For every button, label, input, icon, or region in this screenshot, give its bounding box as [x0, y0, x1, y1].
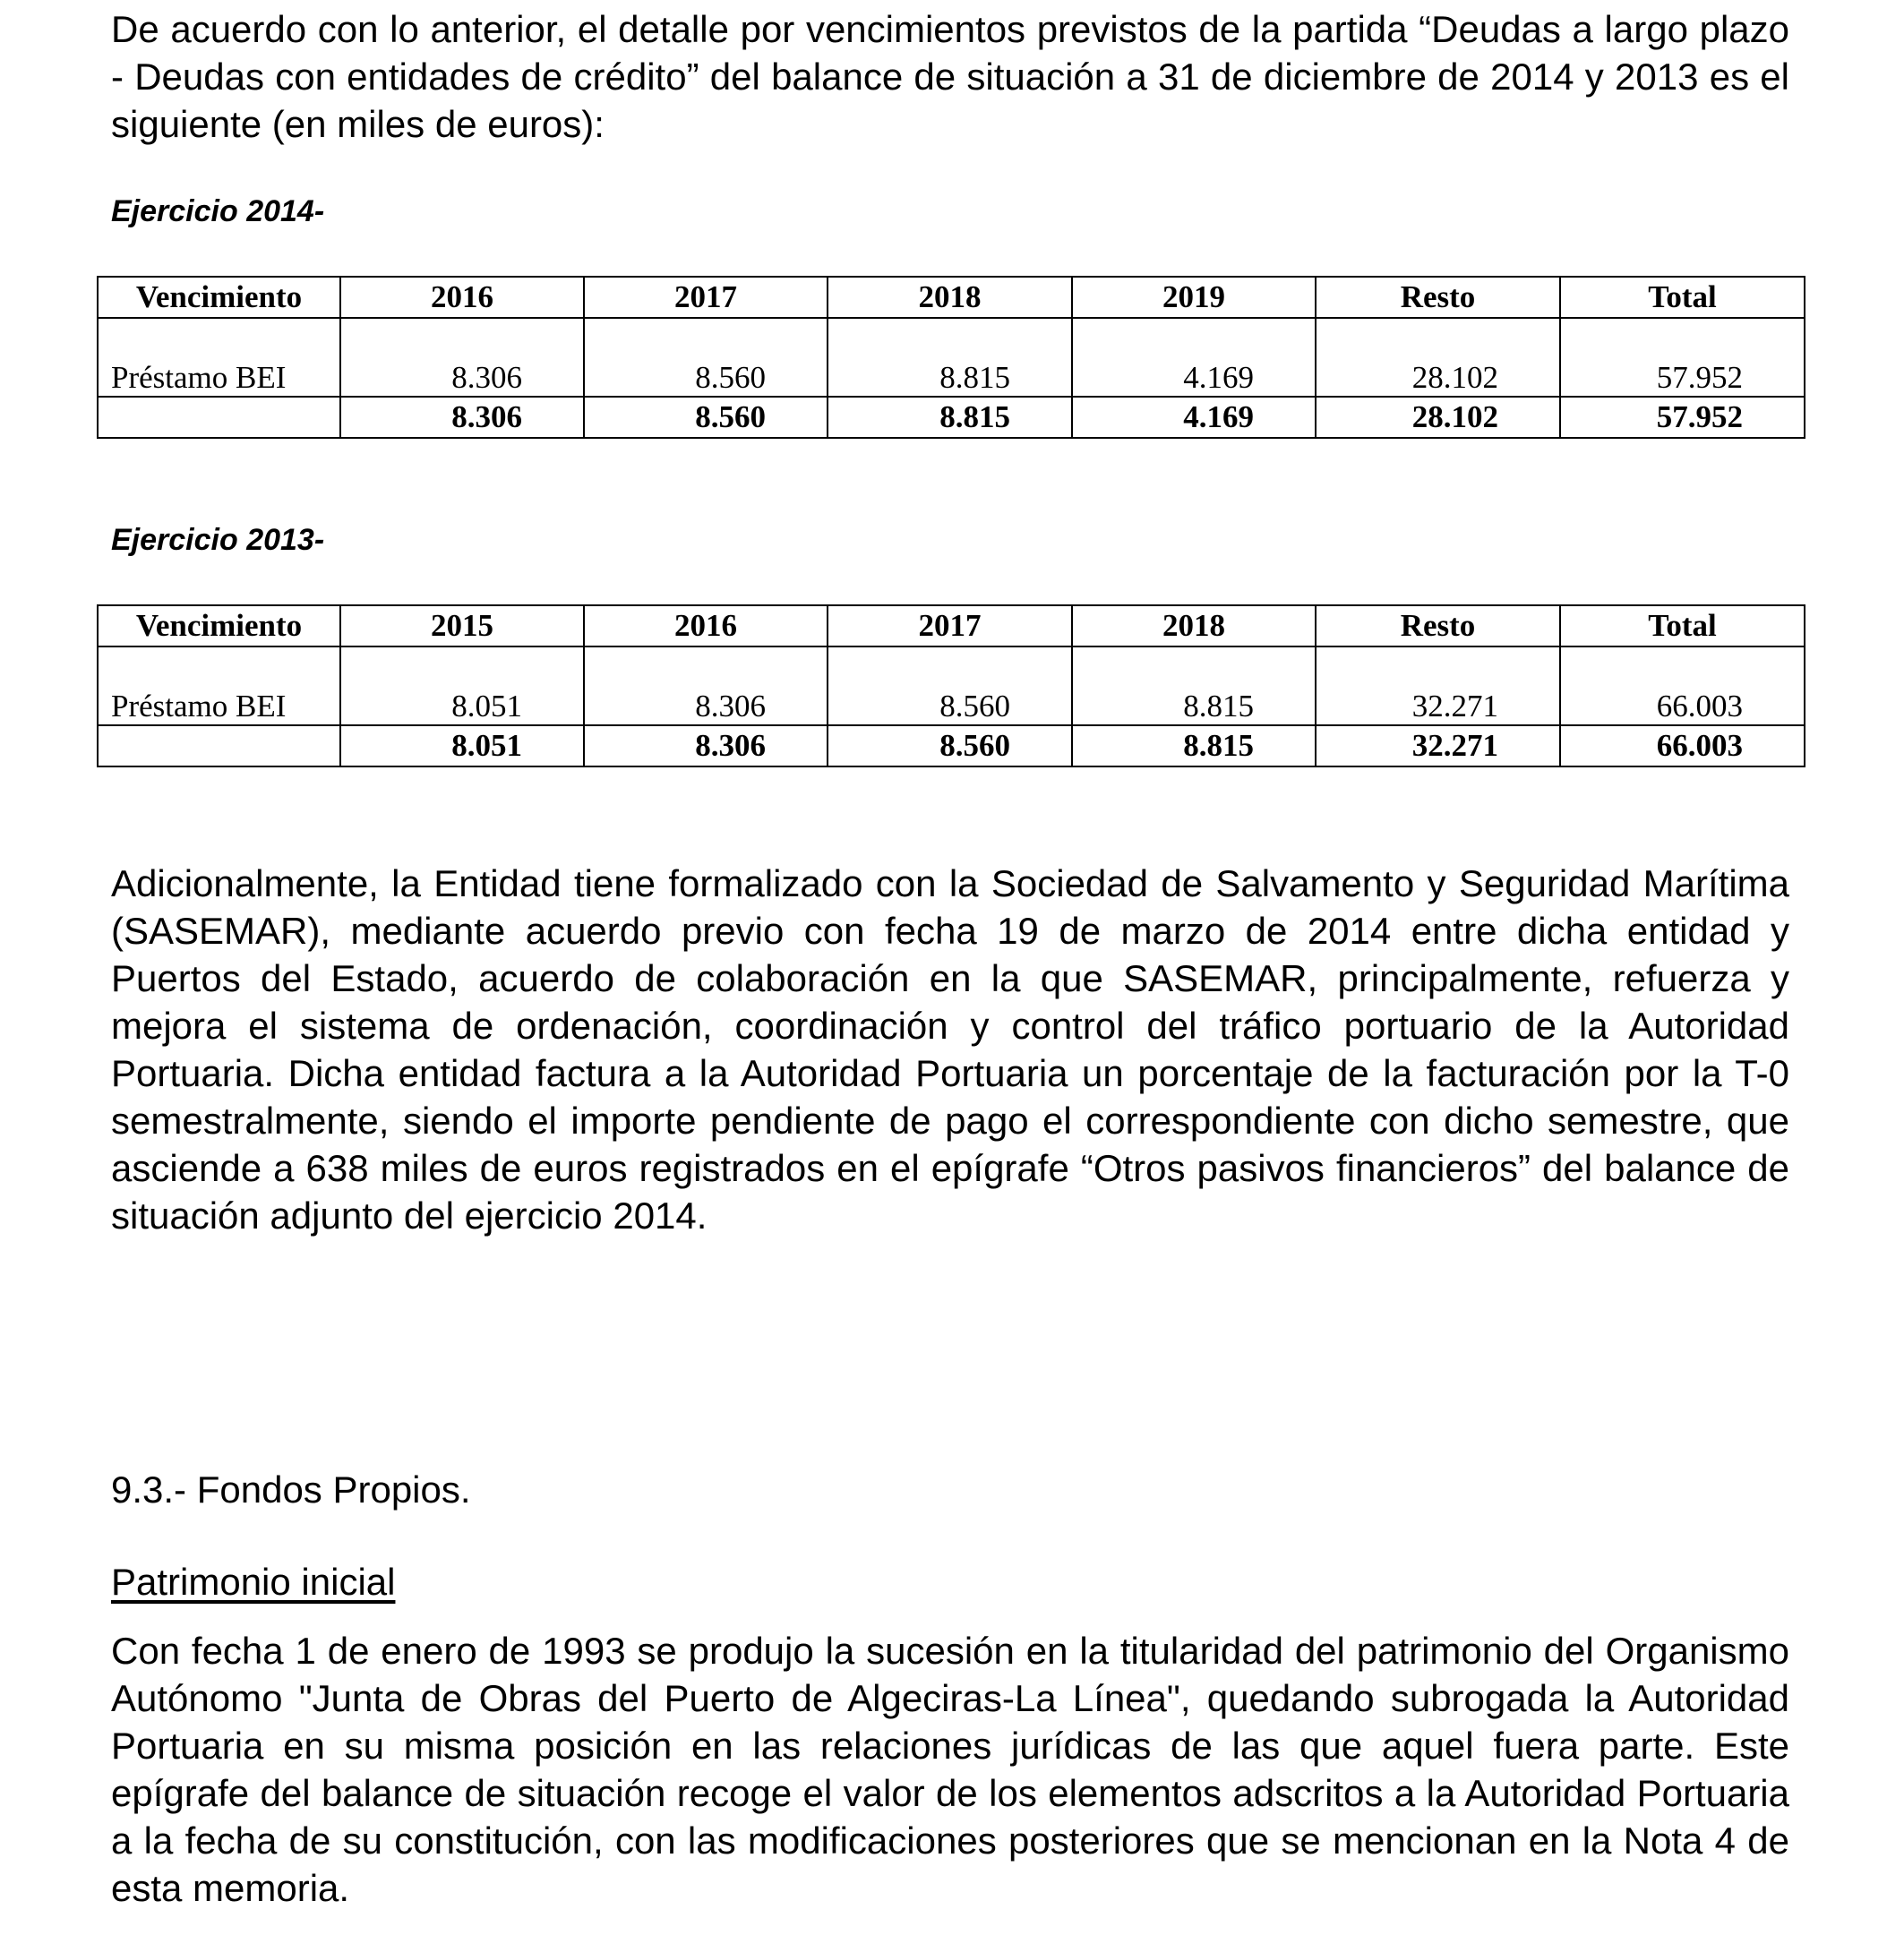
header-vencimiento: Vencimiento [98, 605, 340, 646]
patrimonio-paragraph: Con fecha 1 de enero de 1993 se produjo la sucesión en la titularidad del patrimonio del Organismo Autónomo "Junta de Obras del Puerto de Algeciras-La Línea", quedando subrogada la Autoridad Portuaria en su misma posición en las relaciones jurídicas de las que aquel fuera parte. Este epígrafe del balance de situación recoge el valor de los elementos adscritos a la Autoridad Portuaria a la fecha de su constitución, con las modificaciones posteriores que se mencionan en la Nota 4 de esta memoria. [111, 1630, 1789, 1909]
maturity-table-2014 [97, 276, 1805, 439]
total-value: 4.169 [1072, 397, 1316, 438]
header-year: 2017 [584, 277, 828, 318]
header-resto: Resto [1316, 277, 1560, 318]
cell-value: 8.815 [828, 318, 1072, 397]
maturity-table-2013 [97, 604, 1805, 767]
cell-value: 66.003 [1560, 646, 1805, 725]
section-heading: 9.3.- Fondos Propios. [111, 1468, 471, 1511]
table-total-row [98, 725, 1805, 766]
cell-value: 4.169 [1072, 318, 1316, 397]
total-label-empty [98, 397, 340, 438]
intro-paragraph: De acuerdo con lo anterior, el detalle por vencimientos previstos de la partida “Deudas a largo plazo - Deudas con entidades de crédito” del balance de situación a 31 de diciembre de 2014 y 2013 es el siguiente (en miles de euros): [111, 8, 1789, 145]
table-row [98, 646, 1805, 725]
total-value: 8.560 [828, 725, 1072, 766]
table-header-row [98, 605, 1805, 646]
table-2013-caption: Ejercicio 2013- [111, 523, 325, 557]
cell-value: 8.560 [828, 646, 1072, 725]
cell-value: 28.102 [1316, 318, 1560, 397]
row-label-prestamo-bei: Préstamo BEI [98, 646, 340, 725]
total-value: 8.815 [1072, 725, 1316, 766]
cell-value: 8.560 [584, 318, 828, 397]
cell-value: 8.051 [340, 646, 584, 725]
header-year: 2018 [1072, 605, 1316, 646]
header-total: Total [1560, 277, 1805, 318]
total-value: 32.271 [1316, 725, 1560, 766]
header-resto: Resto [1316, 605, 1560, 646]
total-value: 8.051 [340, 725, 584, 766]
subsection-heading: Patrimonio inicial [111, 1561, 396, 1603]
total-value: 8.560 [584, 397, 828, 438]
total-value: 8.306 [340, 397, 584, 438]
total-label-empty [98, 725, 340, 766]
cell-value: 32.271 [1316, 646, 1560, 725]
total-value: 28.102 [1316, 397, 1560, 438]
cell-value: 8.815 [1072, 646, 1316, 725]
header-year: 2018 [828, 277, 1072, 318]
header-year: 2016 [584, 605, 828, 646]
table-total-row [98, 397, 1805, 438]
header-year: 2016 [340, 277, 584, 318]
total-value: 8.306 [584, 725, 828, 766]
total-value: 66.003 [1560, 725, 1805, 766]
header-total: Total [1560, 605, 1805, 646]
sasemar-paragraph: Adicionalmente, la Entidad tiene formalizado con la Sociedad de Salvamento y Seguridad Marítima (SASEMAR), mediante acuerdo previo con fecha 19 de marzo de 2014 entre dicha entidad y Puertos del Estado, acuerdo de colaboración en la que SASEMAR, principalmente, refuerza y mejora el sistema de ordenación, coordinación y control del tráfico portuario de la Autoridad Portuaria. Dicha entidad factura a la Autoridad Portuaria un porcentaje de la facturación por la T-0 semestralmente, siendo el importe pendiente de pago el correspondiente con dicho semestre, que asciende a 638 miles de euros registrados en el epígrafe “Otros pasivos financieros” del balance de situación adjunto del ejercicio 2014. [111, 862, 1789, 1237]
cell-value: 8.306 [584, 646, 828, 725]
table-row [98, 318, 1805, 397]
table-2014-caption: Ejercicio 2014- [111, 194, 325, 228]
row-label-prestamo-bei: Préstamo BEI [98, 318, 340, 397]
total-value: 8.815 [828, 397, 1072, 438]
header-vencimiento: Vencimiento [98, 277, 340, 318]
total-value: 57.952 [1560, 397, 1805, 438]
header-year: 2017 [828, 605, 1072, 646]
header-year: 2015 [340, 605, 584, 646]
cell-value: 8.306 [340, 318, 584, 397]
cell-value: 57.952 [1560, 318, 1805, 397]
table-header-row [98, 277, 1805, 318]
header-year: 2019 [1072, 277, 1316, 318]
